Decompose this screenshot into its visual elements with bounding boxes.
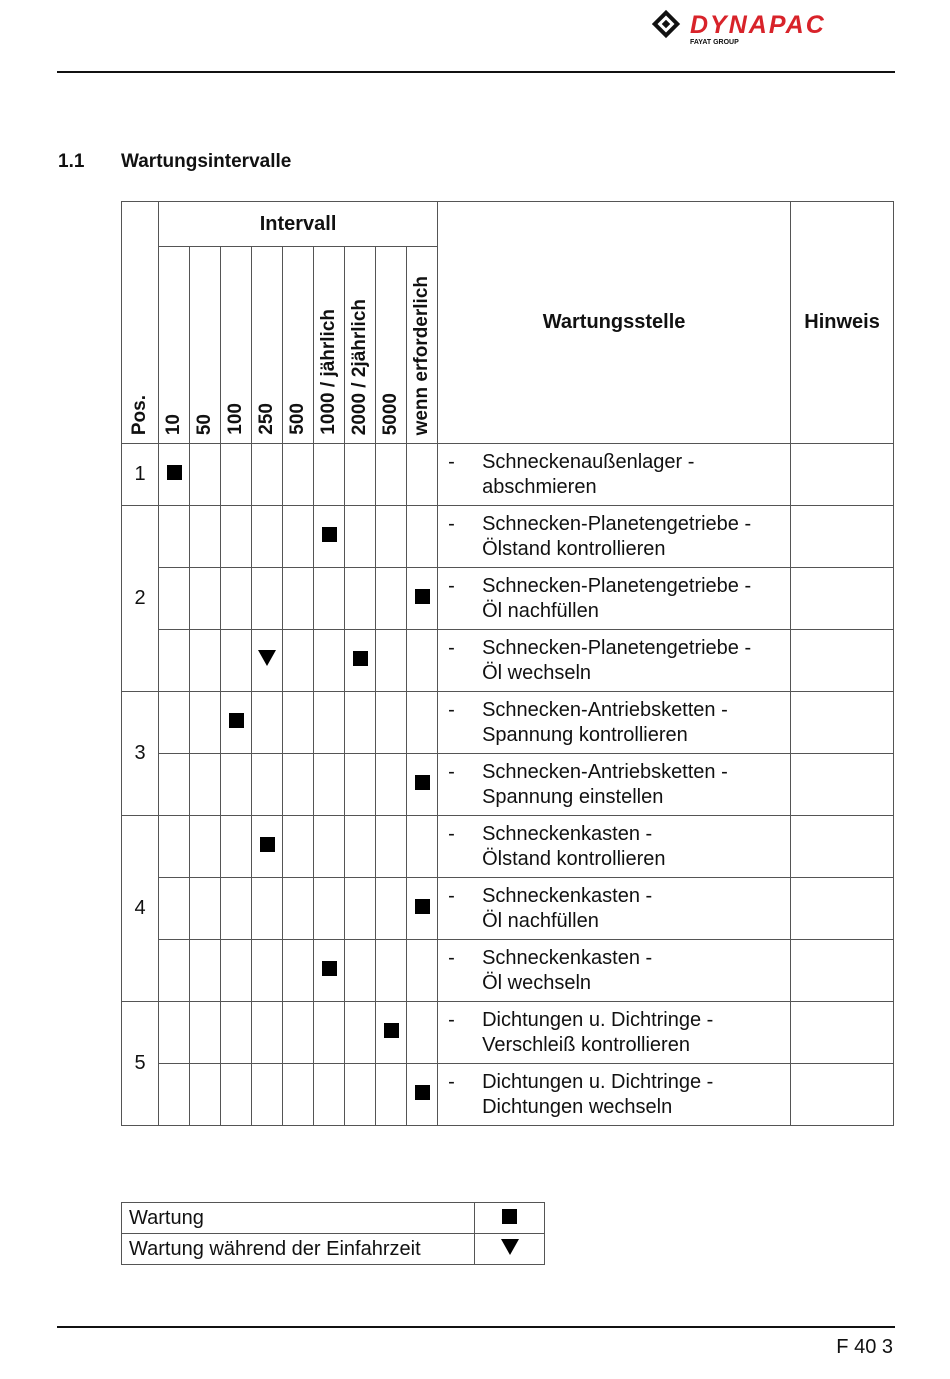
interval-cell (252, 816, 283, 878)
position-number: 2 (122, 506, 159, 692)
note-header: Hinweis (791, 202, 894, 444)
maintenance-icon (384, 1023, 399, 1038)
maintenance-point-line2: Spannung kontrollieren (482, 724, 688, 746)
interval-cell (314, 940, 345, 1002)
maintenance-point-line1: Schnecken-Planetengetriebe - (482, 575, 752, 597)
maintenance-point-line1: Dichtungen u. Dichtringe - (482, 1009, 714, 1031)
interval-cell (283, 630, 314, 692)
header-rule (57, 71, 895, 73)
table-row (122, 1064, 894, 1126)
note-cell (791, 692, 894, 754)
interval-cell (283, 1064, 314, 1126)
interval-cell (252, 754, 283, 816)
maintenance-icon (415, 1085, 430, 1100)
interval-cell (314, 1064, 345, 1126)
interval-cell (252, 1064, 283, 1126)
interval-cell (407, 754, 438, 816)
list-dash: - (448, 885, 455, 907)
maintenance-point-line1: Schneckenkasten - (482, 947, 653, 969)
interval-cell (314, 878, 345, 940)
interval-label: 50 (194, 413, 215, 435)
interval-label: 250 (256, 403, 277, 435)
maintenance-point-cell (438, 568, 791, 630)
break-in-maintenance-icon (501, 1239, 519, 1255)
maintenance-point-cell (438, 506, 791, 568)
maintenance-point-cell (438, 940, 791, 1002)
interval-cell (159, 1064, 190, 1126)
interval-cell (345, 506, 376, 568)
interval-cell (345, 1064, 376, 1126)
interval-cell (283, 754, 314, 816)
interval-cell (159, 444, 190, 506)
interval-cell (159, 630, 190, 692)
interval-cell (190, 940, 221, 1002)
interval-column-header (252, 247, 283, 444)
interval-cell (314, 816, 345, 878)
interval-cell (159, 568, 190, 630)
table-row (122, 878, 894, 940)
interval-cell (314, 444, 345, 506)
interval-cell (376, 506, 407, 568)
table-row (122, 1002, 894, 1064)
maintenance-icon (415, 899, 430, 914)
maintenance-interval-table (121, 201, 894, 1126)
position-number: 3 (122, 692, 159, 816)
maintenance-point-line2: Spannung einstellen (482, 786, 664, 808)
interval-cell (221, 1002, 252, 1064)
maintenance-point-cell (438, 1002, 791, 1064)
interval-cell (221, 692, 252, 754)
interval-cell (283, 940, 314, 1002)
maintenance-point-cell (438, 444, 791, 506)
interval-cell (345, 1002, 376, 1064)
table-row (122, 444, 894, 506)
note-cell (791, 444, 894, 506)
maintenance-point-line1: Schnecken-Planetengetriebe - (482, 637, 752, 659)
position-number: 4 (122, 816, 159, 1002)
list-dash: - (448, 575, 455, 597)
interval-label: 2000 / 2jährlich (349, 298, 370, 435)
logo-wordmark: DYNAPAC (690, 11, 826, 39)
note-cell (791, 506, 894, 568)
interval-cell (407, 878, 438, 940)
legend-row (122, 1203, 545, 1234)
list-dash: - (448, 947, 455, 969)
table-row (122, 630, 894, 692)
interval-label: 500 (287, 403, 308, 435)
maintenance-point-cell (438, 1064, 791, 1126)
maintenance-icon (229, 713, 244, 728)
maintenance-point-line2: Öl wechseln (482, 662, 592, 684)
interval-cell (159, 816, 190, 878)
interval-cell (221, 506, 252, 568)
interval-cell (221, 630, 252, 692)
list-dash: - (448, 823, 455, 845)
table-row (122, 940, 894, 1002)
interval-cell (345, 878, 376, 940)
interval-cell (376, 878, 407, 940)
maintenance-point-line2: Öl nachfüllen (482, 600, 599, 622)
interval-cell (283, 1002, 314, 1064)
interval-cell (252, 568, 283, 630)
interval-cell (345, 754, 376, 816)
logo-subtext: FAYAT GROUP (690, 39, 739, 46)
interval-cell (252, 1002, 283, 1064)
note-cell (791, 1064, 894, 1126)
interval-cell (407, 1064, 438, 1126)
interval-cell (221, 816, 252, 878)
interval-cell (314, 1002, 345, 1064)
footer-rule (57, 1326, 895, 1328)
interval-cell (190, 444, 221, 506)
list-dash: - (448, 637, 455, 659)
interval-cell (221, 1064, 252, 1126)
list-dash: - (448, 513, 455, 535)
maintenance-point-cell (438, 878, 791, 940)
interval-column-header (345, 247, 376, 444)
maintenance-point-cell (438, 816, 791, 878)
break-in-maintenance-icon (258, 650, 276, 666)
pos-header: Pos. (129, 394, 150, 435)
interval-cell (190, 1002, 221, 1064)
interval-cell (252, 506, 283, 568)
interval-cell (407, 816, 438, 878)
interval-cell (159, 506, 190, 568)
note-cell (791, 754, 894, 816)
interval-cell (283, 878, 314, 940)
note-cell (791, 940, 894, 1002)
interval-cell (283, 692, 314, 754)
interval-cell (283, 568, 314, 630)
interval-header: Intervall (159, 202, 438, 247)
maintenance-icon (502, 1209, 517, 1224)
maintenance-point-line2: Ölstand kontrollieren (482, 848, 666, 870)
interval-cell (221, 444, 252, 506)
maintenance-icon (415, 775, 430, 790)
interval-cell (407, 940, 438, 1002)
interval-column-header (407, 247, 438, 444)
maintenance-point-cell (438, 754, 791, 816)
table-row (122, 816, 894, 878)
interval-label: 1000 / jährlich (318, 309, 339, 435)
interval-cell (221, 940, 252, 1002)
note-cell (791, 1002, 894, 1064)
maintenance-point-line2: Ölstand kontrollieren (482, 538, 666, 560)
interval-cell (159, 878, 190, 940)
maintenance-point-line1: Schnecken-Antriebsketten - (482, 699, 728, 721)
interval-cell (376, 630, 407, 692)
logo-diamond-icon (652, 10, 680, 38)
note-cell (791, 816, 894, 878)
dynapac-logo (652, 8, 902, 48)
page-number: F 40 3 (836, 1336, 893, 1358)
interval-cell (314, 754, 345, 816)
position-number: 5 (122, 1002, 159, 1126)
legend-label: Wartung (122, 1203, 475, 1234)
interval-label: 10 (163, 413, 184, 435)
interval-cell (407, 568, 438, 630)
interval-cell (407, 444, 438, 506)
interval-cell (314, 506, 345, 568)
note-cell (791, 630, 894, 692)
interval-cell (190, 754, 221, 816)
interval-cell (376, 568, 407, 630)
interval-column-header (221, 247, 252, 444)
maintenance-point-line1: Schneckenkasten - (482, 823, 653, 845)
interval-cell (252, 692, 283, 754)
interval-cell (376, 816, 407, 878)
interval-cell (283, 506, 314, 568)
interval-cell (159, 940, 190, 1002)
interval-cell (190, 816, 221, 878)
list-dash: - (448, 1071, 455, 1093)
maintenance-point-cell (438, 630, 791, 692)
interval-cell (345, 444, 376, 506)
interval-cell (252, 630, 283, 692)
interval-cell (376, 444, 407, 506)
note-cell (791, 568, 894, 630)
section-number: 1.1 (58, 151, 85, 172)
interval-cell (221, 878, 252, 940)
interval-column-header (376, 247, 407, 444)
list-dash: - (448, 1009, 455, 1031)
interval-cell (190, 630, 221, 692)
interval-cell (314, 568, 345, 630)
interval-cell (159, 754, 190, 816)
maintenance-icon (322, 527, 337, 542)
interval-cell (252, 444, 283, 506)
legend-symbol (475, 1203, 545, 1234)
interval-cell (252, 878, 283, 940)
pos-header-cell (122, 202, 159, 444)
maintenance-point-line1: Schneckenkasten - (482, 885, 653, 907)
maintenance-point-line2: Öl wechseln (482, 972, 592, 994)
interval-label: 5000 (380, 392, 401, 435)
legend-row (122, 1234, 545, 1265)
maintenance-icon (260, 837, 275, 852)
maintenance-point-line2: Dichtungen wechseln (482, 1096, 673, 1118)
interval-cell (376, 692, 407, 754)
interval-cell (190, 506, 221, 568)
interval-cell (190, 692, 221, 754)
interval-column-header (283, 247, 314, 444)
maintenance-point-line1: Schnecken-Antriebsketten - (482, 761, 728, 783)
interval-cell (252, 940, 283, 1002)
maintenance-point-line2: Öl nachfüllen (482, 910, 599, 932)
interval-cell (283, 444, 314, 506)
section-title: Wartungsintervalle (121, 151, 292, 172)
maintenance-icon (322, 961, 337, 976)
maintenance-point-cell (438, 692, 791, 754)
interval-cell (345, 568, 376, 630)
list-dash: - (448, 761, 455, 783)
interval-cell (376, 940, 407, 1002)
table-row (122, 754, 894, 816)
interval-label: 100 (225, 403, 246, 435)
interval-cell (345, 630, 376, 692)
interval-cell (221, 754, 252, 816)
interval-column-header (314, 247, 345, 444)
interval-cell (407, 506, 438, 568)
interval-cell (345, 940, 376, 1002)
maintenance-icon (353, 651, 368, 666)
list-dash: - (448, 451, 455, 473)
interval-cell (407, 692, 438, 754)
maintenance-point-line2: abschmieren (482, 476, 597, 498)
interval-cell (345, 816, 376, 878)
maintenance-point-line1: Schneckenaußenlager - (482, 451, 695, 473)
position-number: 1 (122, 444, 159, 506)
maintenance-point-line2: Verschleiß kontrollieren (482, 1034, 690, 1056)
maintenance-point-line1: Dichtungen u. Dichtringe - (482, 1071, 714, 1093)
table-row (122, 692, 894, 754)
interval-cell (190, 878, 221, 940)
interval-cell (159, 692, 190, 754)
interval-cell (314, 630, 345, 692)
interval-cell (376, 1064, 407, 1126)
maintenance-icon (415, 589, 430, 604)
legend-symbol (475, 1234, 545, 1265)
interval-cell (283, 816, 314, 878)
interval-cell (345, 692, 376, 754)
interval-cell (159, 1002, 190, 1064)
interval-cell (407, 1002, 438, 1064)
interval-column-header (190, 247, 221, 444)
interval-label: wenn erforderlich (411, 275, 433, 435)
interval-cell (190, 1064, 221, 1126)
list-dash: - (448, 699, 455, 721)
interval-cell (221, 568, 252, 630)
interval-cell (376, 754, 407, 816)
interval-cell (190, 568, 221, 630)
interval-cell (314, 692, 345, 754)
maintenance-point-line1: Schnecken-Planetengetriebe - (482, 513, 752, 535)
location-header: Wartungsstelle (438, 202, 791, 444)
table-row (122, 568, 894, 630)
legend-label: Wartung während der Einfahrzeit (122, 1234, 475, 1265)
note-cell (791, 878, 894, 940)
table-row (122, 506, 894, 568)
maintenance-icon (167, 465, 182, 480)
interval-column-header (159, 247, 190, 444)
interval-cell (407, 630, 438, 692)
legend-table (121, 1202, 545, 1265)
interval-cell (376, 1002, 407, 1064)
